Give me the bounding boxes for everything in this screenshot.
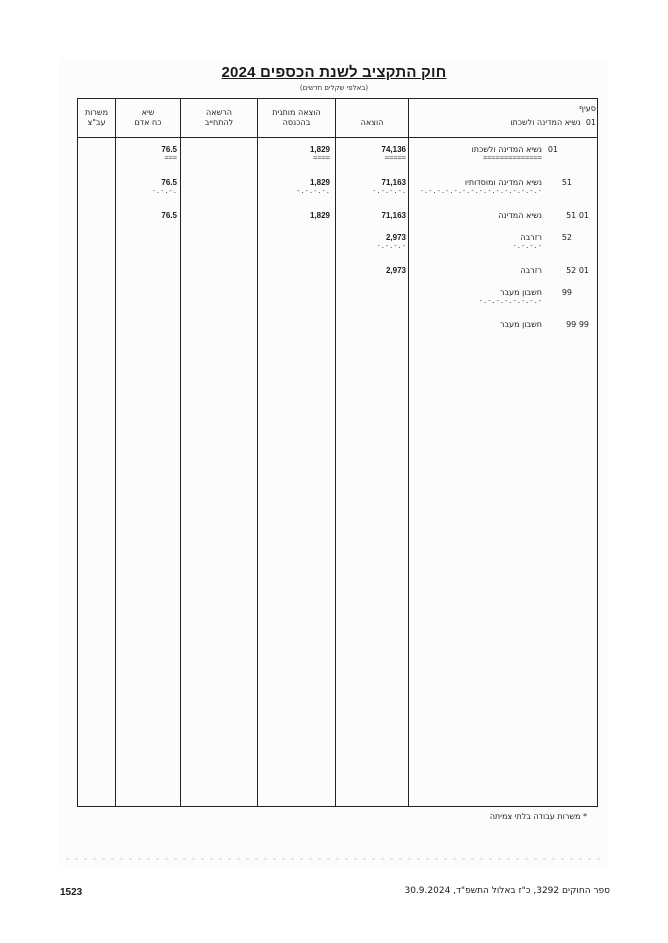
row-name-rule: -.-.-.-.-.-.-.-.-.-.-.-.-.-.- xyxy=(419,187,542,195)
row-manpower: 76.5 xyxy=(161,145,177,154)
row-conditional: 1,829 xyxy=(309,211,330,220)
header-expense: הוצאה xyxy=(360,118,384,127)
scan-artifact xyxy=(66,858,606,860)
row-name-rule: ============== xyxy=(482,154,542,162)
column-divider xyxy=(408,98,409,807)
footnote: * משרות עבודה בלתי צמיתה xyxy=(489,812,587,821)
row-name-rule: -.-.-.-.-.-.-.- xyxy=(478,297,542,305)
row-expense-rule: -.-.-.- xyxy=(376,242,406,250)
row-name: חשבון מעבר xyxy=(499,288,542,297)
row-manpower: 76.5 xyxy=(161,211,177,220)
budget-table xyxy=(77,98,598,807)
page-subtitle: (באלפי שקלים חדשים) xyxy=(299,84,369,92)
row-code: 52 xyxy=(561,233,572,242)
page-number: 1523 xyxy=(60,887,83,898)
row-expense-rule: ===== xyxy=(384,154,406,162)
row-manpower-rule: === xyxy=(164,154,177,162)
row-code: 01 xyxy=(547,145,558,154)
column-divider xyxy=(335,98,336,807)
column-divider xyxy=(115,98,116,807)
row-code: 51 01 xyxy=(566,211,589,220)
row-expense: 2,973 xyxy=(385,266,406,275)
header-commitment: הרשאה להתחייב xyxy=(204,108,234,127)
header-divider xyxy=(77,137,598,138)
row-code: 52 01 xyxy=(566,266,589,275)
row-name: נשיא המדינה ולשכתו xyxy=(471,145,542,154)
header-section: סעיף 01 נשיא המדינה ולשכתו xyxy=(510,104,596,127)
row-code: 99 99 xyxy=(566,320,589,329)
row-conditional: 1,829 xyxy=(309,145,330,154)
row-expense-rule: -.-.-.-. xyxy=(372,187,406,195)
row-expense: 71,163 xyxy=(381,178,406,187)
header-positions: משרות עב"צ xyxy=(84,108,109,127)
publication-line: ספר החוקים 3292, כ"ז באלול התשפ"ד, 30.9.2024 xyxy=(404,886,610,896)
row-expense: 74,136 xyxy=(381,145,406,154)
row-name: נשיא המדינה xyxy=(498,211,542,220)
row-conditional-rule: -.-.-.-. xyxy=(296,187,330,195)
row-name: רזרבה xyxy=(520,266,542,275)
column-divider xyxy=(257,98,258,807)
row-manpower-rule: -.-.-. xyxy=(151,187,177,195)
row-name: חשבון מעבר xyxy=(499,320,542,329)
row-expense: 71,163 xyxy=(381,211,406,220)
header-conditional-expense: הוצאה מותנית בהכנסה xyxy=(272,108,321,127)
row-expense: 2,973 xyxy=(385,233,406,242)
row-name-rule: -.-.-.- xyxy=(512,242,542,250)
row-code: 99 xyxy=(561,288,572,297)
page-title: חוק התקציב לשנת הכספים 2024 xyxy=(221,64,447,81)
row-manpower: 76.5 xyxy=(161,178,177,187)
row-conditional: 1,829 xyxy=(309,178,330,187)
header-manpower: שיא כח אדם xyxy=(134,108,162,127)
column-divider xyxy=(180,98,181,807)
row-name: נשיא המדינה ומוסדותיו xyxy=(464,178,542,187)
row-name: רזרבה xyxy=(520,233,542,242)
row-conditional-rule: ==== xyxy=(313,154,330,162)
row-code: 51 xyxy=(561,178,572,187)
